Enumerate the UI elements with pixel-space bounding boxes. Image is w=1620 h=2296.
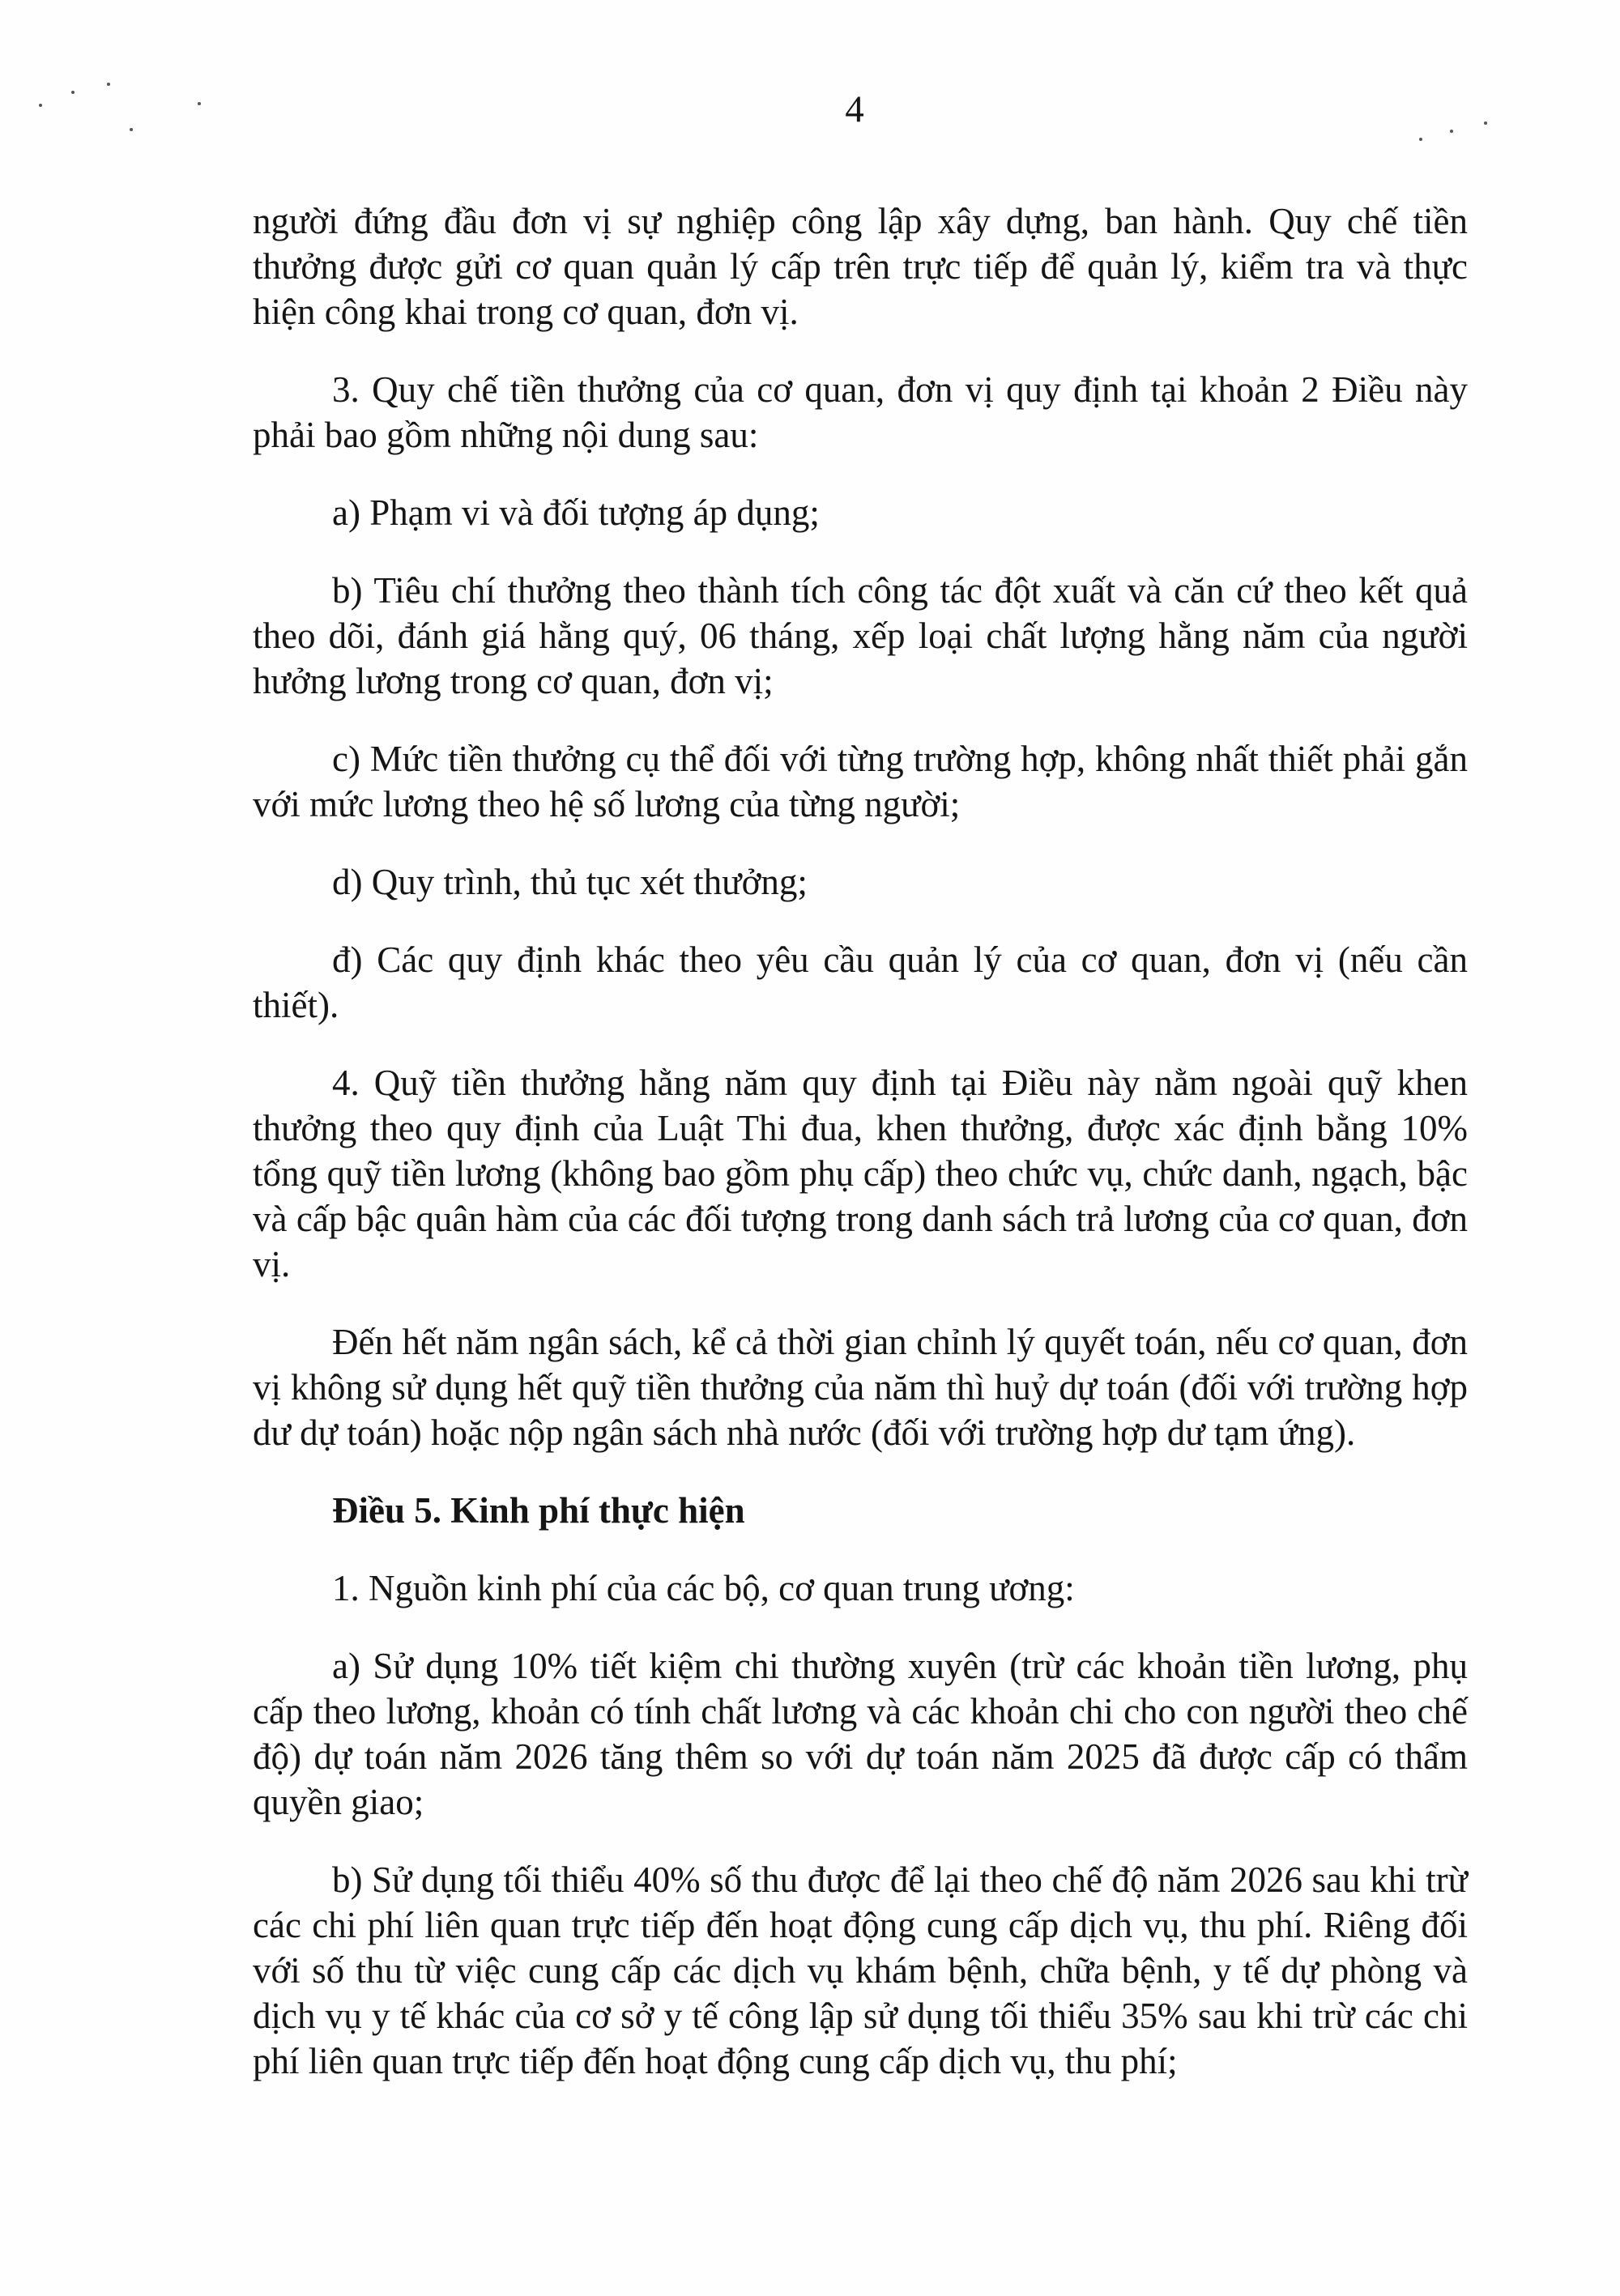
scan-speck [1419,138,1422,141]
paragraph-clause-3: 3. Quy chế tiền thưởng của cơ quan, đơn vị quy định tại khoản 2 Điều này phải bao gồm những nội dung sau: [253,369,1468,455]
paragraph-year-end: Đến hết năm ngân sách, kể cả thời gian chỉnh lý quyết toán, nếu cơ quan, đơn vị không sử dụng hết quỹ tiền thưởng của năm thì huỷ dự toán (đối với trường hợp dư dự toán) hoặc nộp ngân sách nhà nước (đối với trường hợp dư tạm ứng). [253,1322,1468,1453]
paragraph-continuation: người đứng đầu đơn vị sự nghiệp công lập xây dựng, ban hành. Quy chế tiền thưởng được gửi cơ quan quản lý cấp trên trực tiếp để quản lý, kiểm tra và thực hiện công khai trong cơ quan, đơn vị. [253,201,1468,332]
paragraph-article-5-clause-1: 1. Nguồn kinh phí của các bộ, cơ quan trung ương: [332,1568,1075,1608]
paragraph-clause-4: 4. Quỹ tiền thưởng hằng năm quy định tại Điều này nằm ngoài quỹ khen thưởng theo quy định của Luật Thi đua, khen thưởng, được xác định bằng 10% tổng quỹ tiền lương (không bao gồm phụ cấp) theo chức vụ, chức danh, ngạch, bậc và cấp bậc quân hàm của các đối tượng trong danh sách trả lương của cơ quan, đơn vị. [253,1063,1468,1284]
paragraph-item-a: a) Phạm vi và đối tượng áp dụng; [332,492,820,533]
scan-speck [107,83,110,86]
paragraph-item-d: d) Quy trình, thủ tục xét thưởng; [332,862,808,902]
document-body [253,198,1468,2084]
paragraph-item-b: b) Tiêu chí thưởng theo thành tích công tác đột xuất và căn cứ theo kết quả theo dõi, đánh giá hằng quý, 06 tháng, xếp loại chất lượng hằng năm của người hưởng lương trong cơ quan, đơn vị; [253,570,1468,701]
paragraph-item-dd: đ) Các quy định khác theo yêu cầu quản lý của cơ quan, đơn vị (nếu cần thiết). [253,939,1468,1025]
article-5-heading: Điều 5. Kinh phí thực hiện [332,1490,745,1531]
page-number: 4 [845,88,864,130]
paragraph-item-c: c) Mức tiền thưởng cụ thể đối với từng trường hợp, không nhất thiết phải gắn với mức lương theo hệ số lương của từng người; [253,739,1468,824]
paragraph-article-5-item-b: b) Sử dụng tối thiểu 40% số thu được để lại theo chế độ năm 2026 sau khi trừ các chi phí liên quan trực tiếp đến hoạt động cung cấp dịch vụ, thu phí. Riêng đối với số thu từ việc cung cấp các dịch vụ khám bệnh, chữa bệnh, y tế dự phòng và dịch vụ y tế khác của cơ sở y tế công lập sử dụng tối thiểu 35% sau khi trừ các chi phí liên quan trực tiếp đến hoạt động cung cấp dịch vụ, thu phí; [253,1859,1468,2081]
paragraph-article-5-item-a: a) Sử dụng 10% tiết kiệm chi thường xuyên (trừ các khoản tiền lương, phụ cấp theo lương, khoản có tính chất lương và các khoản chi cho con người theo chế độ) dự toán năm 2026 tăng thêm so với dự toán năm 2025 đã được cấp có thẩm quyền giao; [253,1646,1468,1822]
